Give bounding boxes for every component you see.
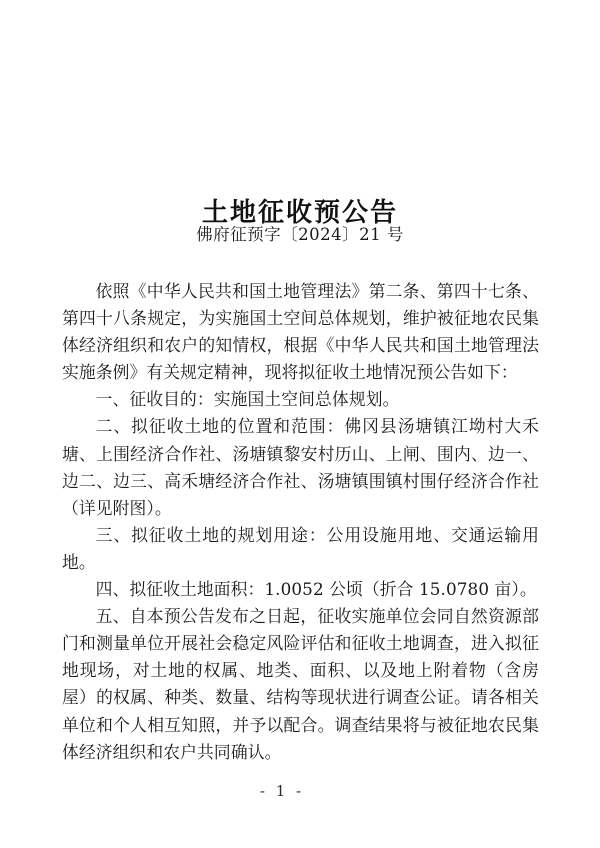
document-number: 佛府征预字〔2024〕21 号: [196, 225, 404, 244]
paragraph-item-five: 五、自本预公告发布之日起，征收实施单位会同自然资源部门和测量单位开展社会稳定风险评估和征收土地调查，进入拟征地现场，对土地的权属、地类、面积、以及地上附着物（含房屋）的权属、种类、数量、结构等现状进行调查公证。请各相关单位和个人相互知照，并予以配合。调查结果将与被征地农民集体经济组织和农户共同确认。: [62, 606, 539, 762]
page-number: - 1 -: [259, 782, 305, 800]
page-title: 土地征收预公告: [201, 198, 398, 229]
paragraph-item-two: 二、拟征收土地的位置和范围：佛冈县汤塘镇江坳村大禾塘、上围经济合作社、汤塘镇黎安村历山、上闸、围内、边一、边二、边三、高禾塘经济合作社、汤塘镇围镇村围仔经济合作社（详见附图）。: [62, 416, 539, 518]
paragraph-item-four: 四、拟征收土地面积：1.0052 公顷（折合 15.0780 亩）。: [95, 579, 537, 600]
paragraph-item-three: 三、拟征收土地的规划用途：公用设施用地、交通运输用地。: [62, 524, 539, 572]
paragraph-item-one: 一、征收目的：实施国土空间总体规划。: [95, 389, 400, 410]
paragraph-preamble: 依照《中华人民共和国土地管理法》第二条、第四十七条、第四十八条规定，为实施国土空间总体规划，维护被征地农民集体经济组织和农户的知情权，根据《中华人民共和国土地管理法实施条例》有关规定精神，现将拟征收土地情况预公告如下：: [62, 281, 539, 383]
document-body: [62, 278, 539, 766]
